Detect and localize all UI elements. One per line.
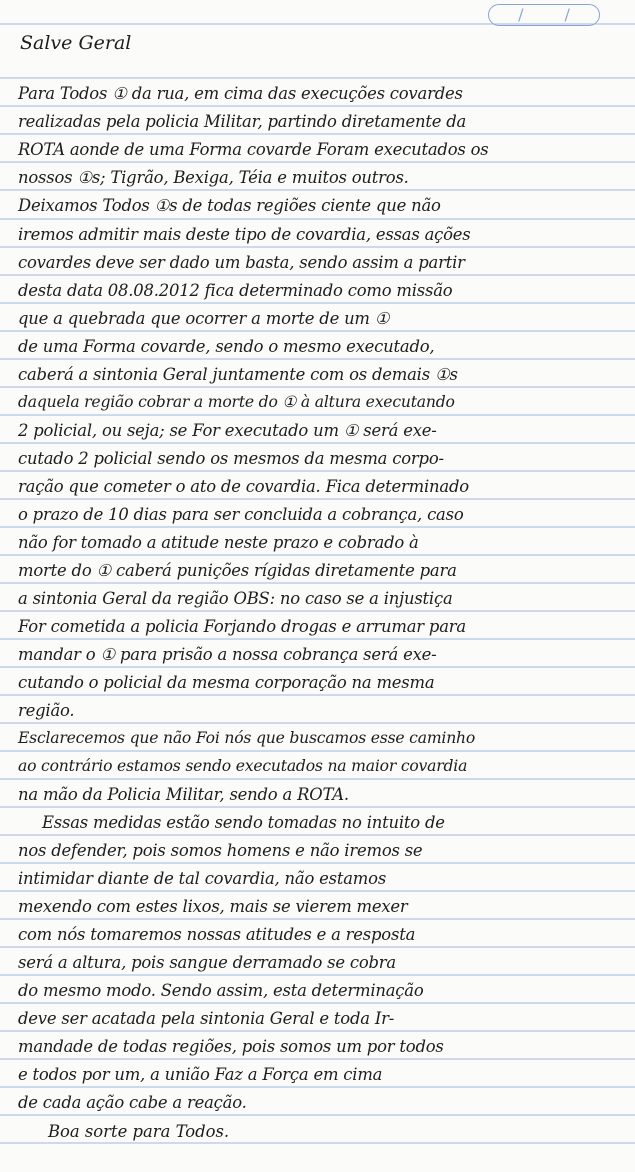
- letter-line: a sintonia Geral da região OBS: no caso se a injustiça: [18, 589, 453, 608]
- letter-line: Deixamos Todos ①s de todas regiões ciente que não: [18, 196, 441, 215]
- letter-line: For cometida a policia Forjando drogas e arrumar para: [18, 617, 466, 636]
- letter-line: nossos ①s; Tigrão, Bexiga, Téia e muitos outros.: [18, 168, 409, 187]
- letter-line: de cada ação cabe a reação.: [18, 1093, 247, 1112]
- letter-line: daquela região cobrar a morte do ① à altura executando: [18, 393, 455, 411]
- letter-line: Essas medidas estão sendo tomadas no intuito de: [42, 813, 445, 832]
- letter-line: caberá a sintonia Geral juntamente com os demais ①s: [18, 365, 458, 384]
- letter-line: será a altura, pois sangue derramado se cobra: [18, 953, 397, 972]
- letter-line: deve ser acatada pela sintonia Geral e toda Ir-: [18, 1009, 395, 1028]
- letter-line: ROTA aonde de uma Forma covarde Foram executados os: [18, 140, 489, 159]
- letter-line: nos defender, pois somos homens e não iremos se: [18, 841, 423, 860]
- letter-line: covardes deve ser dado um basta, sendo assim a partir: [18, 253, 465, 272]
- letter-line: mandade de todas regiões, pois somos um por todos: [18, 1037, 444, 1056]
- letter-line: o prazo de 10 dias para ser concluida a cobrança, caso: [18, 505, 464, 524]
- greeting: Salve Geral: [20, 32, 132, 54]
- letter-line: Esclarecemos que não Foi nós que buscamos esse caminho: [18, 729, 476, 747]
- letter-line: na mão da Policia Militar, sendo a ROTA.: [18, 785, 349, 804]
- letter-line: ração que cometer o ato de covardia. Fica determinado: [18, 477, 469, 496]
- closing-line: Boa sorte para Todos.: [48, 1122, 230, 1141]
- letter-line: Para Todos ① da rua, em cima das execuções covardes: [18, 84, 463, 103]
- letter-line: mandar o ① para prisão a nossa cobrança será exe-: [18, 645, 437, 664]
- letter-line: 2 policial, ou seja; se For executado um ① será exe-: [18, 421, 437, 440]
- letter-line: intimidar diante de tal covardia, não estamos: [18, 869, 387, 888]
- letter-line: não for tomado a atitude neste prazo e cobrado à: [18, 533, 419, 552]
- letter-line: de uma Forma covarde, sendo o mesmo executado,: [18, 337, 435, 356]
- letter-line: ao contrário estamos sendo executados na maior covardia: [18, 757, 468, 775]
- letter-line: com nós tomaremos nossas atitudes e a resposta: [18, 925, 416, 944]
- letter-line: que a quebrada que ocorrer a morte de um ①: [18, 309, 390, 328]
- date-box: / /: [488, 4, 600, 26]
- letter-line: realizadas pela policia Militar, partindo diretamente da: [18, 112, 467, 131]
- letter-line: morte do ① caberá punições rígidas diretamente para: [18, 561, 457, 580]
- letter-line: e todos por um, a união Faz a Força em cima: [18, 1065, 383, 1084]
- letter-line: mexendo com estes lixos, mais se vierem mexer: [18, 897, 408, 916]
- letter-line: do mesmo modo. Sendo assim, esta determinação: [18, 981, 424, 1000]
- letter-line: iremos admitir mais deste tipo de covardia, essas ações: [18, 225, 471, 244]
- letter-line: desta data 08.08.2012 fica determinado como missão: [18, 281, 453, 300]
- letter-line: região.: [18, 701, 75, 720]
- letter-line: cutado 2 policial sendo os mesmos da mesma corpo-: [18, 449, 444, 468]
- letter-line: cutando o policial da mesma corporação na mesma: [18, 673, 435, 692]
